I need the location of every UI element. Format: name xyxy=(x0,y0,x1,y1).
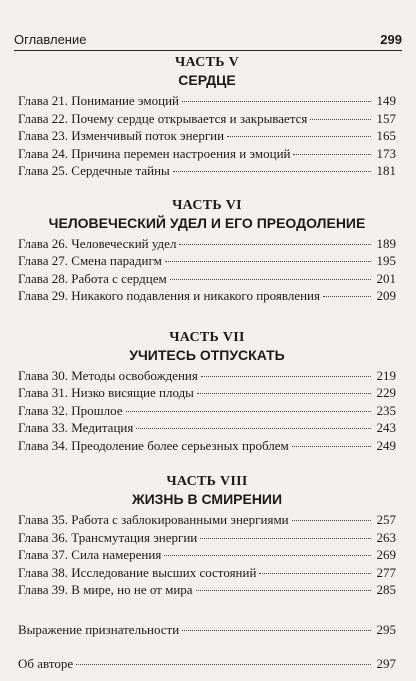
entry-page: 263 xyxy=(376,529,396,545)
dot-leader xyxy=(200,538,371,539)
entry-page: 285 xyxy=(376,582,396,597)
entry-label: Глава 33. Медитация xyxy=(18,420,134,435)
entry-page: 195 xyxy=(376,253,396,268)
entry-page: 295 xyxy=(376,621,396,637)
dot-leader xyxy=(292,446,371,447)
toc-entry-acknowledgements[interactable] xyxy=(18,621,396,639)
dot-leader xyxy=(173,171,371,172)
entry-label: Глава 21. Понимание эмоций xyxy=(18,93,179,108)
dot-leader xyxy=(182,101,371,102)
entry-page: 201 xyxy=(376,270,396,286)
toc-entry[interactable] xyxy=(18,92,396,110)
part-8 xyxy=(18,474,396,599)
entry-label: Глава 27. Смена парадигм xyxy=(18,253,162,268)
entry-label: Выражение признательности xyxy=(18,621,180,637)
part-label: ЧАСТЬ VII xyxy=(169,329,245,345)
dot-leader xyxy=(292,520,371,521)
dot-leader xyxy=(293,154,371,155)
dot-leader xyxy=(197,393,371,394)
part-7 xyxy=(18,330,396,455)
entry-label: Глава 31. Низко висящие плоды xyxy=(18,385,194,400)
entry-page: 149 xyxy=(376,93,396,108)
entry-page: 229 xyxy=(376,385,396,400)
toc-entry[interactable] xyxy=(18,384,396,402)
entry-label: Глава 22. Почему сердце открывается и закрывается xyxy=(18,110,308,126)
entry-label: Глава 37. Сила намерения xyxy=(18,547,162,562)
toc-entry[interactable] xyxy=(18,127,396,145)
entry-page: 165 xyxy=(376,128,396,143)
dot-leader xyxy=(196,590,371,591)
toc-entry[interactable] xyxy=(18,564,396,582)
dot-leader xyxy=(201,376,371,377)
toc-entry[interactable] xyxy=(18,546,396,564)
entry-page: 219 xyxy=(376,367,396,383)
entry-page: 269 xyxy=(376,547,396,562)
entry-label: Глава 34. Преодоление более серьезных проблем xyxy=(18,437,289,453)
toc-entry[interactable] xyxy=(18,287,396,305)
part-5 xyxy=(18,55,396,180)
toc-entry[interactable] xyxy=(18,419,396,437)
dot-leader xyxy=(179,244,371,245)
part-label: ЧАСТЬ V xyxy=(174,55,240,70)
toc-entry[interactable] xyxy=(18,162,396,180)
toc-entry[interactable] xyxy=(18,110,396,128)
toc-entry[interactable] xyxy=(18,252,396,270)
entry-label: Глава 30. Методы освобождения xyxy=(18,367,198,383)
toc-entry[interactable] xyxy=(18,270,396,288)
dot-leader xyxy=(310,119,371,120)
entry-label: Глава 32. Прошлое xyxy=(18,402,123,418)
header-title: Оглавление xyxy=(14,32,87,47)
entry-page: 209 xyxy=(376,288,396,303)
entry-label: Глава 29. Никакого подавления и никакого проявления xyxy=(18,288,320,303)
toc-entry[interactable] xyxy=(18,145,396,163)
entry-page: 173 xyxy=(376,145,396,161)
part-label: ЧАСТЬ VIII xyxy=(166,474,248,489)
part-title: СЕРДЦЕ xyxy=(178,72,236,88)
dot-leader xyxy=(323,296,371,297)
entry-label: Глава 36. Трансмутация энергии xyxy=(18,529,198,545)
toc-entry[interactable] xyxy=(18,511,396,529)
entry-label: Глава 24. Причина перемен настроения и эмоций xyxy=(18,145,291,161)
entry-label: Глава 38. Исследование высших состояний xyxy=(18,564,257,580)
entry-label: Об авторе xyxy=(18,656,74,671)
entry-label: Глава 28. Работа с сердцем xyxy=(18,270,167,286)
part-title: УЧИТЕСЬ ОТПУСКАТЬ xyxy=(129,346,285,363)
dot-leader xyxy=(170,279,371,280)
entry-page: 157 xyxy=(376,110,396,126)
entry-page: 181 xyxy=(376,163,396,178)
toc-entry[interactable] xyxy=(18,402,396,420)
entry-label: Глава 25. Сердечные тайны xyxy=(18,163,170,178)
dot-leader xyxy=(136,428,371,429)
entry-label: Глава 26. Человеческий удел xyxy=(18,235,177,251)
part-label: ЧАСТЬ VI xyxy=(172,197,242,213)
part-6 xyxy=(18,198,396,305)
toc-content xyxy=(18,52,396,673)
toc-entry[interactable] xyxy=(18,529,396,547)
toc-entry[interactable] xyxy=(18,581,396,599)
dot-leader xyxy=(164,555,371,556)
entry-page: 277 xyxy=(376,564,396,580)
dot-leader xyxy=(182,630,371,631)
entry-label: Глава 23. Изменчивый поток энергии xyxy=(18,128,225,143)
entry-label: Глава 39. В мире, но не от мира xyxy=(18,582,193,597)
toc-entry[interactable] xyxy=(18,235,396,253)
toc-entry[interactable] xyxy=(18,367,396,385)
dot-leader xyxy=(126,411,371,412)
entry-page: 189 xyxy=(376,235,396,251)
part-title: ЧЕЛОВЕЧЕСКИЙ УДЕЛ И ЕГО ПРЕОДОЛЕНИЕ xyxy=(48,214,366,231)
header-page-number: 299 xyxy=(380,32,402,47)
entry-page: 249 xyxy=(376,437,396,453)
entry-page: 243 xyxy=(376,420,396,435)
part-title: ЖИЗНЬ В СМИРЕНИИ xyxy=(131,491,283,507)
toc-entry-about-author[interactable] xyxy=(18,655,396,673)
running-header xyxy=(14,28,402,51)
entry-page: 297 xyxy=(376,656,396,671)
dot-leader xyxy=(76,664,371,665)
entry-page: 257 xyxy=(376,512,396,527)
toc-entry[interactable] xyxy=(18,437,396,455)
dot-leader xyxy=(165,261,371,262)
entry-label: Глава 35. Работа с заблокированными энергиями xyxy=(18,512,289,527)
dot-leader xyxy=(227,136,371,137)
dot-leader xyxy=(259,573,371,574)
entry-page: 235 xyxy=(376,402,396,418)
